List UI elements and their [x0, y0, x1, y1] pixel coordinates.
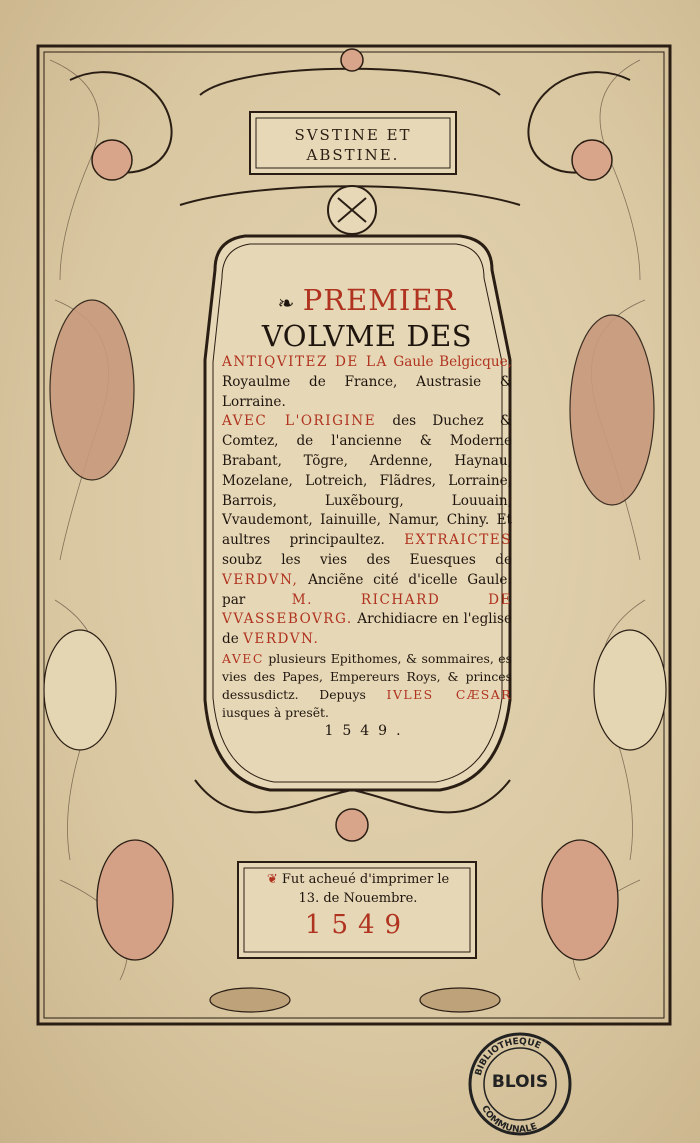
- motto-line-2: ABSTINE.: [306, 146, 400, 164]
- svg-text:COMMUNALE: COMMUNALE: [479, 1104, 539, 1136]
- title-text-block: [222, 284, 512, 774]
- title-premier: ❧ PREMIER: [277, 283, 457, 317]
- title-epithomes: AVEC plusieurs Epithomes, & sommaires, es vies des Papes, Empereurs Roys, & princes dessusdictz. Depuys IVLES CÆSAR iusques à presẽt.: [222, 650, 512, 720]
- title-volume-des: VOLVME DES: [261, 319, 473, 353]
- svg-text:BIBLIOTHEQUE: BIBLIOTHEQUE: [473, 1036, 543, 1077]
- colophon-year: 1549: [304, 910, 412, 940]
- motto-line-1: SVSTINE ET: [294, 126, 412, 144]
- colophon: [244, 870, 472, 956]
- fleuron-icon: ❦: [266, 872, 282, 887]
- library-stamp: [462, 1030, 578, 1138]
- title-antiquitez: ANTIQVITEZ DE LA Gaule Belgicque, Royaulme de France, Austrasie & Lorraine.: [222, 354, 513, 410]
- title-avec-origine: AVEC L'ORIGINE des Duchez & Comtez, de l'ancienne & Moderne Brabant, Tõgre, Ardenne, Haynau, Mozelane, Lotreich, Flãdres, Lorraine, Barrois, Luxẽbourg, Louuain, Vvaudemont, Iainuille, Namur, Chiny. Et aultres principaultez. EXTRAICTES soubz les vies des Euesques de VERDVN, Anciẽne cité d'icelle Gaule: par M. RICHARD DE VVASSEBOVRG. Archidiacre en l'eglise de VERDVN.: [222, 413, 513, 648]
- colophon-line-2: 13. de Nouembre.: [298, 891, 418, 906]
- fleuron-icon: ❧: [277, 291, 303, 315]
- motto-cartouche: [258, 118, 448, 172]
- colophon-line-1: ❦ Fut acheué d'imprimer le: [266, 872, 450, 887]
- title-year: 1549.: [324, 722, 410, 739]
- stamp-center-text: BLOIS: [491, 1072, 549, 1092]
